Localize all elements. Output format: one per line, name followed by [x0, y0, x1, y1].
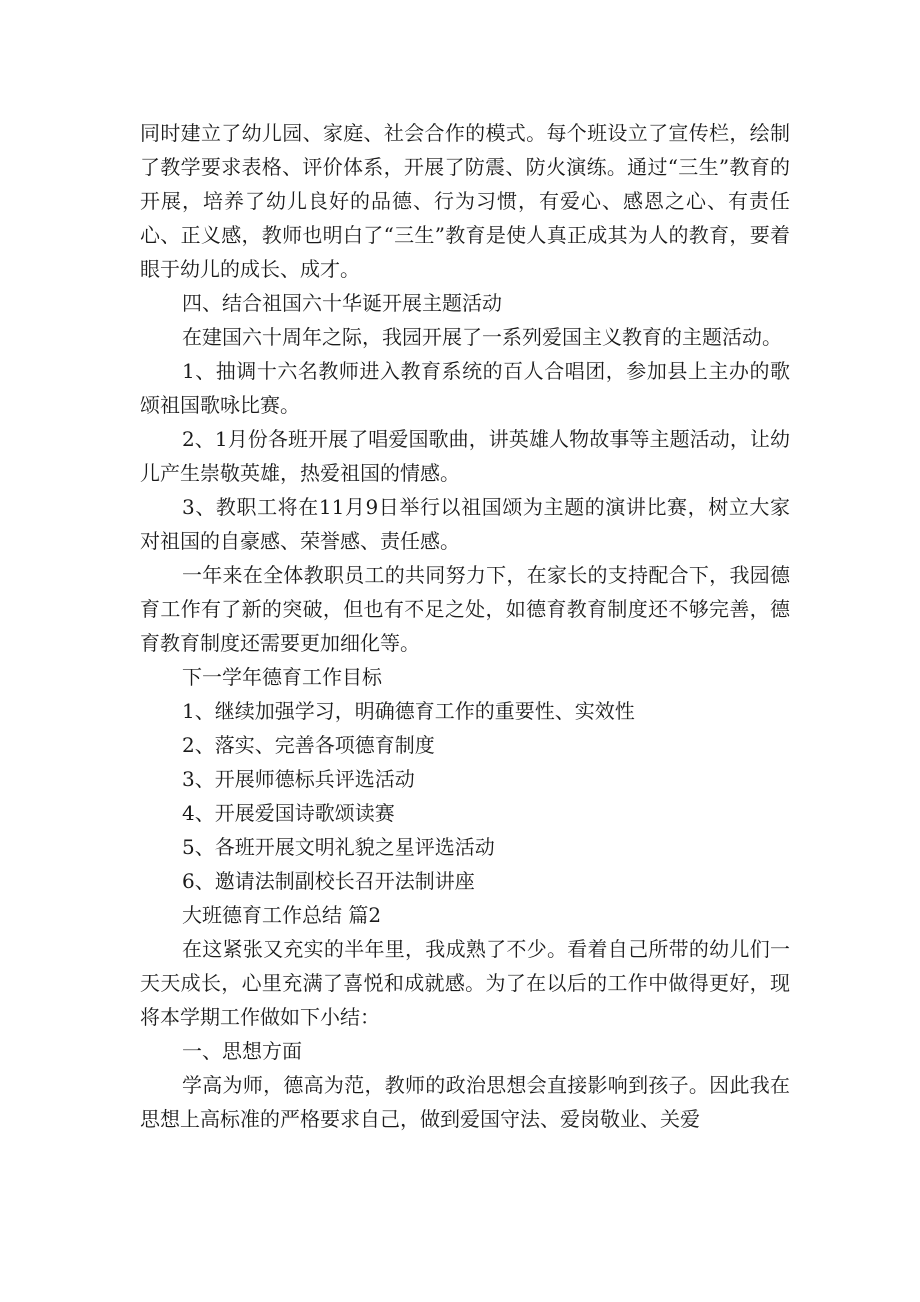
section-heading-four: 四、结合祖国六十华诞开展主题活动 — [182, 291, 502, 315]
goal-item-5: 5、各班开展文明礼貌之星评选活动 — [182, 835, 495, 859]
goal-item-6: 6、邀请法制副校长召开法制讲座 — [182, 869, 475, 893]
paragraph-summary: 一年来在全体教职员工的共同努力下，在家长的支持配合下，我园德育工作有了新的突破，但也有不足之处，如德育教育制度还不够完善，德育教育制度还需要更加细化等。 — [140, 563, 790, 655]
paragraph-intro-continuation: 同时建立了幼儿园、家庭、社会合作的模式。每个班设立了宣传栏，绘制了教学要求表格、评价体系，开展了防震、防火演练。通过“三生”教育的开展，培养了幼儿良好的品德、行为习惯，有爱心、感恩之心、有责任心、正义感，教师也明白了“三生”教育是使人真正成其为人的教育，要着眼于幼儿的成长、成才。 — [140, 121, 790, 281]
list-item-3: 3、教职工将在11月9日举行以祖国颂为主题的演讲比赛，树立大家对祖国的自豪感、荣誉感、责任感。 — [140, 495, 790, 553]
paragraph-part2-intro: 在这紧张又充实的半年里，我成熟了不少。看着自己所带的幼儿们一天天成长，心里充满了喜悦和成就感。为了在以后的工作中做得更好，现将本学期工作做如下小结： — [140, 937, 790, 1029]
document-body — [140, 116, 790, 1136]
paragraph-national-day: 在建国六十周年之际，我园开展了一系列爱国主义教育的主题活动。 — [182, 325, 782, 349]
paragraph-thought: 学高为师，德高为范，教师的政治思想会直接影响到孩子。因此我在思想上高标准的严格要求自己，做到爱国守法、爱岗敬业、关爱 — [140, 1073, 790, 1131]
article-title-part2: 大班德育工作总结 篇2 — [182, 903, 382, 927]
list-item-1: 1、抽调十六名教师进入教育系统的百人合唱团，参加县上主办的歌颂祖国歌咏比赛。 — [140, 359, 790, 417]
goal-item-4: 4、开展爱国诗歌颂读赛 — [182, 801, 395, 825]
goal-item-2: 2、落实、完善各项德育制度 — [182, 733, 435, 757]
goal-item-3: 3、开展师德标兵评选活动 — [182, 767, 415, 791]
goal-item-1: 1、继续加强学习，明确德育工作的重要性、实效性 — [182, 699, 635, 723]
list-item-2: 2、1月份各班开展了唱爱国歌曲，讲英雄人物故事等主题活动，让幼儿产生崇敬英雄，热爱祖国的情感。 — [140, 427, 790, 485]
goals-heading: 下一学年德育工作目标 — [182, 665, 382, 689]
section-heading-thought: 一、思想方面 — [182, 1039, 302, 1063]
